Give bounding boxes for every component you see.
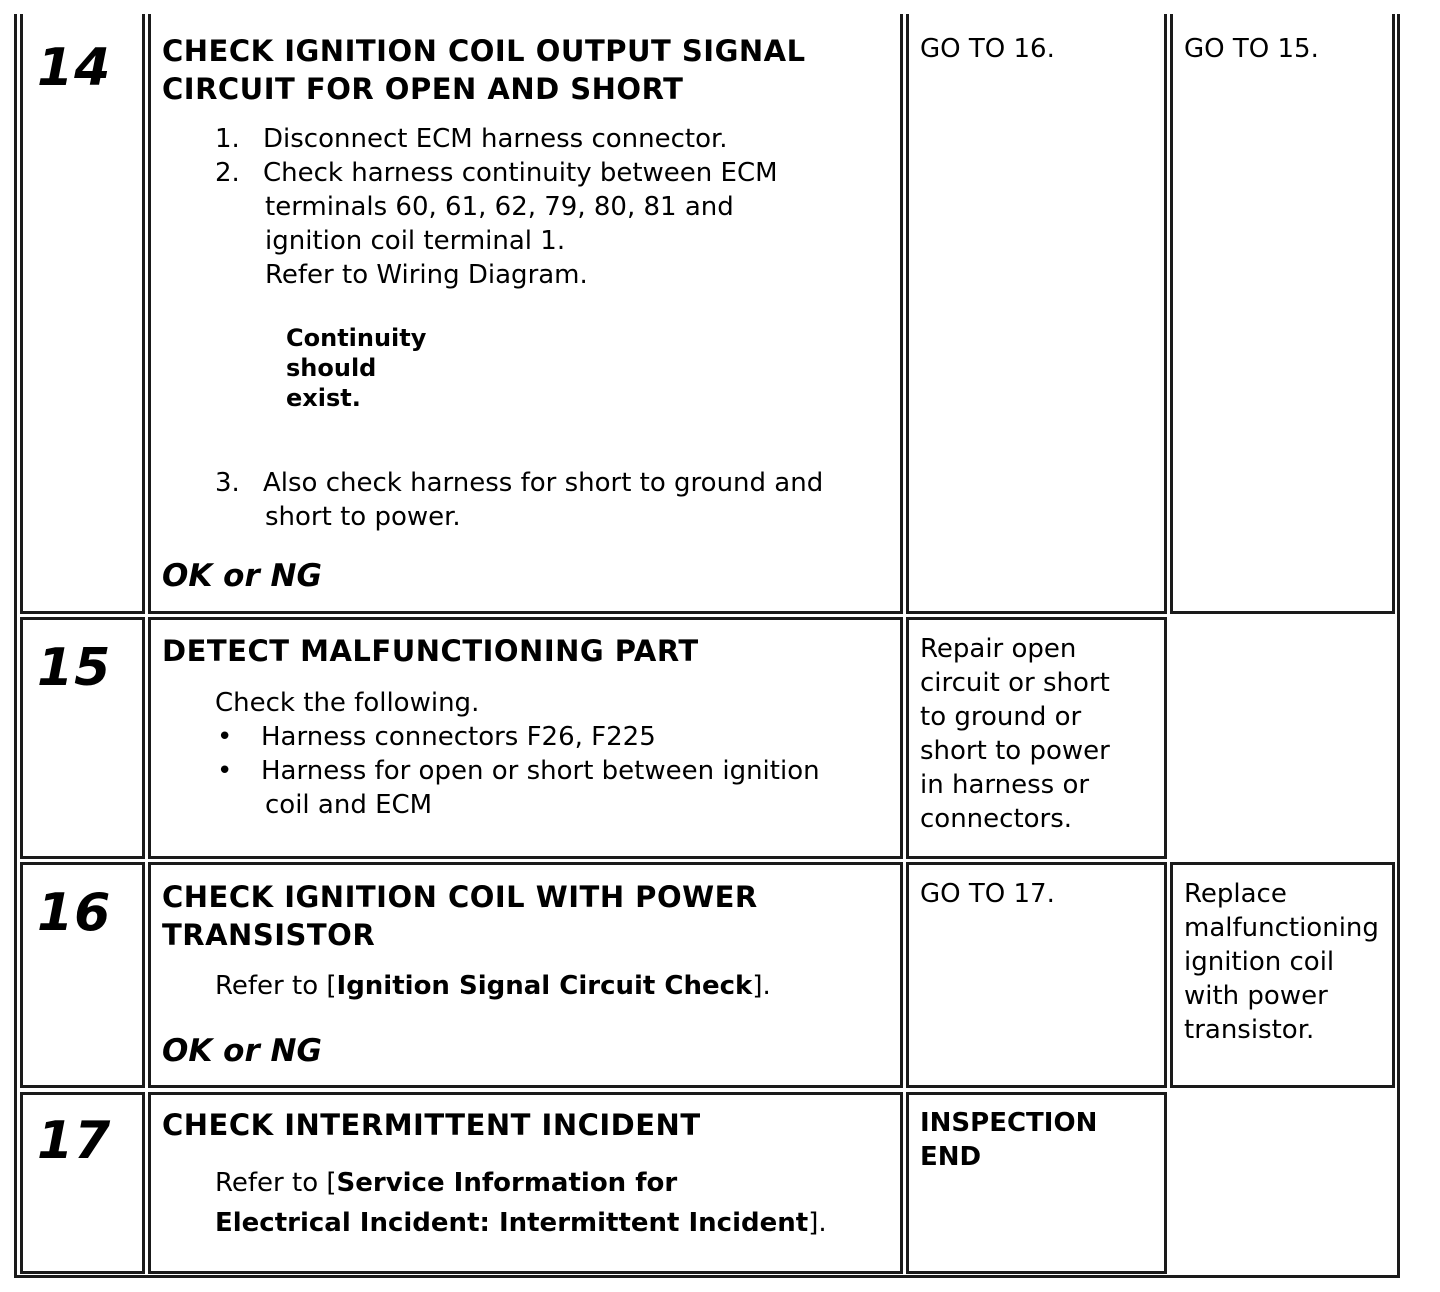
list-item: 1. Disconnect ECM harness connector. <box>215 124 728 154</box>
step-number: 14 <box>37 38 112 98</box>
step-number: 16 <box>37 883 112 943</box>
ok-result: GO TO 17. <box>920 879 1055 909</box>
step-17-ng-cell <box>1170 1092 1395 1274</box>
ng-result: GO TO 15. <box>1184 34 1319 64</box>
step-16-procedure-cell <box>148 862 903 1088</box>
ok-result: GO TO 16. <box>920 34 1055 64</box>
procedure-list <box>215 122 885 292</box>
intermittent-incident-link[interactable]: Electrical Incident: Intermittent Incident <box>215 1208 809 1238</box>
step-15-ok-cell <box>906 617 1167 859</box>
step-15-number-cell <box>20 617 145 859</box>
ok-or-ng-label: OK or NG <box>162 1033 322 1069</box>
list-item: 3. Also check harness for short to ground and short to power. <box>215 468 824 532</box>
step-14-ok-cell <box>906 14 1167 614</box>
ok-result: INSPECTION END <box>920 1108 1098 1172</box>
continuity-note: Continuity should exist. <box>286 324 427 412</box>
list-item: • Harness for open or short between ignition coil and ECM <box>217 756 820 820</box>
step-14-number-cell <box>20 14 145 614</box>
step-14-procedure-cell <box>148 14 903 614</box>
step-16-ok-cell <box>906 862 1167 1088</box>
step-title: DETECT MALFUNCTIONING PART <box>162 634 699 668</box>
service-information-link[interactable]: Service Information for <box>336 1168 678 1198</box>
ok-or-ng-label: OK or NG <box>162 558 322 594</box>
list-item: • Harness connectors F26, F225 <box>217 722 656 752</box>
step-17-procedure-cell <box>148 1092 903 1274</box>
step-15-procedure-cell <box>148 617 903 859</box>
step-number: 15 <box>37 638 112 698</box>
ignition-signal-link[interactable]: Ignition Signal Circuit Check <box>336 971 753 1001</box>
step-17-number-cell <box>20 1092 145 1274</box>
ok-result: Repair open circuit or short to ground or short to power in harness or connectors. <box>920 634 1110 834</box>
refer-text: Refer to [Service Information for Electrical Incident: Intermittent Incident]. <box>215 1168 827 1238</box>
ng-result: Replace malfunctioning ignition coil with power transistor. <box>1184 879 1379 1045</box>
step-16-number-cell <box>20 862 145 1088</box>
step-number: 17 <box>37 1111 112 1171</box>
step-title: CHECK IGNITION COIL WITH POWER TRANSISTOR <box>162 880 758 952</box>
list-item: 2. Check harness continuity between ECM terminals 60, 61, 62, 79, 80, 81 and ignition coil terminal 1. Refer to Wiring Diagram. <box>215 158 778 290</box>
step-title: CHECK IGNITION COIL OUTPUT SIGNAL CIRCUIT FOR OPEN AND SHORT <box>162 34 806 106</box>
refer-text: Refer to [Ignition Signal Circuit Check]. <box>215 971 771 1001</box>
step-14-ng-cell <box>1170 14 1395 614</box>
step-15-ng-cell <box>1170 617 1395 859</box>
step-16-ng-cell <box>1170 862 1395 1088</box>
step-title: CHECK INTERMITTENT INCIDENT <box>162 1108 701 1142</box>
procedure-list: Check the following. • Harness connectors F26, F225 • Harness for open or short between ignition coil and ECM <box>215 686 885 822</box>
step-17-ok-cell <box>906 1092 1167 1274</box>
